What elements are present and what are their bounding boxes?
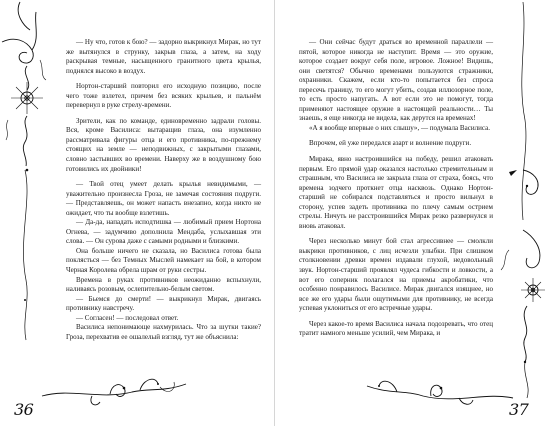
paragraph: Мирака, явно настроившийся на победу, решил атаковать первым. Его прямой удар оказался настолько стремительным и страшным, что Василиса не закрыла глаза от страха, боясь, что времена зодчего проткнет отца насквозь. Однако Нортон-старший не собирался подставляться и просто вильнул в сторону, успев задеть противника по плечу самым острием стрелы. Ничуть не расстроившийся Мирак резко развернулся и вновь атаковал. bbox=[299, 155, 493, 230]
paragraph: — Они сейчас будут драться во временной параллели — пятой, которое никогда не наступит. Время — это оружие, которое создает вокруг себя поле, игровое. Ложное! Видишь, они светятся? Обычно временами пользуются стражники, охранники. Скажем, если кто-то попытается без спроса пересечь границу, то его могут убить, создав иллюзорное поле, то есть просто напугать. А вот если это не помогут, тогда применяют настоящее оружие в настоящей реальности… Ты знаешь, я еще никогда не видела, как дерутся на временах! bbox=[299, 38, 493, 123]
left-corner-flourish-ornament bbox=[0, 0, 64, 426]
paragraph: — Твой отец умеет делать крылья невидимыми, — уважительно произнесла Гроза, не замечая состояния подруги. — Представляешь, он может напасть внезапно, когда никто не ожидает, что ты вообще взлетишь. bbox=[66, 180, 261, 217]
left-bottom-flourish-ornament bbox=[40, 370, 190, 410]
paragraph: Через какое-то время Василиса начала подозревать, что отец тратит намного меньше усилий, чем Мирака, и bbox=[299, 319, 493, 338]
right-page-text bbox=[299, 38, 493, 339]
paragraph: Времена в руках противников неожиданно вспыхнули, наливаясь розовым, ослепительно-белым светом. bbox=[66, 275, 261, 294]
page-number: 36 bbox=[14, 400, 34, 419]
paragraph: Зрители, как по команде, единовременно задрали головы. Вся, кроме Василиса: вытаращив глаза, она изумленно рассматривала фигуры отца и его противника, по-прежнему стоящих на земле — неподвижных, с закрытыми глазами, словно застывших во времени. Наверху же в воздушному бою готовились их двойники! bbox=[66, 116, 261, 173]
paragraph: Василиса непонимающе нахмурилась. Что за шутки такие? Гроза, перехватив ее ошалелый взгляд, тут же объяснила: bbox=[66, 323, 261, 341]
paragraph: — Согласен! — последовал ответ. bbox=[76, 313, 179, 322]
paragraph: Нортон-старший повторил его исходную позицию, после чего тоже взлетел, причем без всяких крыльев, и пальнём перевернул в руке стрелу-времени. bbox=[66, 82, 261, 110]
right-page bbox=[275, 0, 550, 426]
paragraph: Она больше ничего не сказала, но Василиса готова была поклясться — без Темных Мыслей намекает на бой, в котором Черная Королева обрела шрам от руки сестры. bbox=[66, 246, 261, 275]
paragraph: — Бьемся до смерти! — выкрикнул Мирак, двигаясь противнику навстречу. bbox=[66, 294, 261, 313]
paragraph: Через несколько минут бой стал агрессивнее — смолкли выкрики противников, с лиц исчезли улыбки. При слишком столкновении древки времен издавали глухой, недовольный звук. Нортон-старший проявлял чудеса гибкости и ловкости, а вот его соперник полагался на приемы акробатики, что особенно понравилось Василисе. Мирак двигался изящнее, но все же его удары были ощутимыми для противнику, не всегда успевая уклониться от его встречные удары. bbox=[299, 237, 493, 313]
paragraph: — Да-да, нападать исподтишка — любимый прием Нортона Огнева, — задумчиво дополнила Мендаба, услыхавшая эти слова. — Он сурова даже с самыми родными и близкими. bbox=[66, 218, 261, 246]
right-side-flourish-ornament bbox=[497, 0, 550, 426]
right-bottom-flourish-ornament bbox=[365, 372, 515, 410]
paragraph: «А я вообще впервые о них слышу», — подумала Василиса. bbox=[309, 123, 491, 132]
paragraph: — Ну что, готов к бою? — задорно выкрикнул Мирак, но тут же вытянулся в струнку, закрыв глаза, а затем, на ходу раскрывая темные, насыщенного гранитного цвета крылья, поднялся высоко в воздух. bbox=[66, 38, 261, 75]
left-page-text bbox=[66, 38, 261, 342]
paragraph: Впрочем, ей уже передался азарт и волнение подруги. bbox=[309, 139, 472, 148]
page-number: 37 bbox=[509, 400, 529, 419]
